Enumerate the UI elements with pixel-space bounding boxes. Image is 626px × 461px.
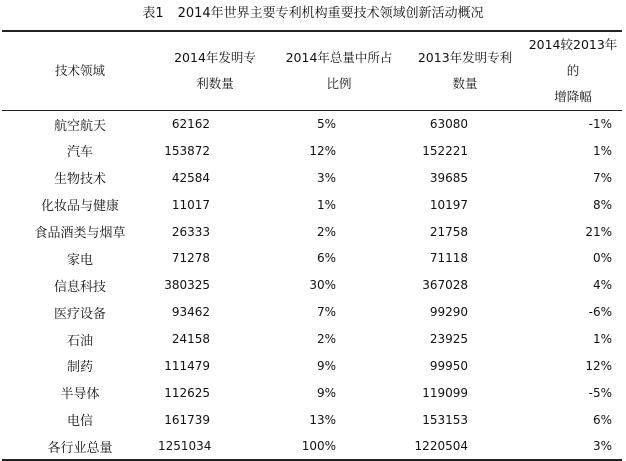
- cell-share-2014: 2%: [316, 224, 336, 239]
- header-line: 2014年总量中所占: [285, 50, 393, 65]
- header-change: [524, 31, 622, 111]
- cell-field: 化妆品与健康: [40, 199, 119, 215]
- cell-patents-2014: 71278: [171, 251, 210, 266]
- cell-share-2014: 9%: [316, 358, 336, 373]
- cell-change: -1%: [588, 117, 612, 132]
- table-row: [2, 137, 622, 164]
- caption-label: 表1: [142, 6, 164, 21]
- cell-change: -5%: [588, 385, 612, 400]
- cell-field: 各行业总量: [2, 433, 158, 460]
- header-line: 2013年发明专利: [417, 50, 513, 65]
- cell-share-2014: 9%: [316, 385, 336, 400]
- table-row: [2, 164, 622, 191]
- cell-share-2014: 100%: [272, 433, 406, 460]
- cell-field: 家电: [66, 252, 93, 268]
- cell-patents-2014: 112625: [164, 385, 210, 400]
- table-body: [2, 111, 622, 461]
- cell-patents-2013: 152221: [422, 143, 468, 158]
- header-line: 比例: [326, 76, 352, 91]
- cell-field: 信息科技: [53, 279, 106, 295]
- cell-change: 12%: [585, 358, 612, 373]
- cell-patents-2014: 153872: [164, 143, 210, 158]
- cell-patents-2013: 99950: [429, 358, 468, 373]
- header-line: 技术领域: [54, 63, 105, 78]
- cell-field: 食品酒类与烟草: [34, 226, 126, 241]
- table-caption: [0, 0, 626, 28]
- cell-share-2014: 7%: [316, 305, 336, 320]
- caption-title: 2014年世界主要专利机构重要技术领域创新活动概况: [177, 6, 484, 21]
- cell-field: 航空航天: [53, 118, 106, 134]
- cell-share-2014: 2%: [316, 332, 336, 347]
- cell-share-2014: 6%: [316, 251, 336, 266]
- cell-patents-2013: 21758: [429, 224, 468, 239]
- cell-field: 制药: [66, 360, 93, 376]
- cell-patents-2014: 62162: [171, 117, 210, 132]
- cell-change: 8%: [592, 197, 612, 212]
- cell-patents-2013: 39685: [429, 170, 468, 185]
- cell-field: 生物技术: [53, 172, 106, 188]
- cell-change: 3%: [524, 433, 622, 460]
- header-line: 增降幅: [554, 89, 592, 104]
- cell-share-2014: 5%: [316, 117, 336, 132]
- cell-patents-2013: 71118: [429, 251, 468, 266]
- cell-patents-2013: 367028: [422, 278, 468, 293]
- cell-change: 1%: [592, 332, 612, 347]
- cell-patents-2014: 380325: [164, 278, 210, 293]
- header-field: [2, 31, 158, 111]
- cell-field: 汽车: [66, 145, 93, 161]
- table-row: [2, 379, 622, 406]
- cell-change: 0%: [592, 251, 612, 266]
- header-line: 2014年发明专: [174, 50, 256, 65]
- cell-share-2014: 13%: [309, 412, 336, 427]
- cell-patents-2014: 26333: [171, 224, 210, 239]
- cell-patents-2014: 24158: [171, 332, 210, 347]
- cell-change: -6%: [588, 305, 612, 320]
- cell-share-2014: 30%: [309, 278, 336, 293]
- cell-patents-2014: 1251034: [158, 433, 272, 460]
- cell-patents-2014: 93462: [171, 305, 210, 320]
- table-row: [2, 299, 622, 326]
- table-row: [2, 272, 622, 299]
- header-share-2014: [272, 31, 406, 111]
- table-row: [2, 406, 622, 433]
- cell-field: 电信: [66, 414, 93, 430]
- cell-patents-2014: 111479: [164, 358, 210, 373]
- table-row: [2, 191, 622, 218]
- table-row: [2, 433, 622, 460]
- cell-share-2014: 12%: [309, 143, 336, 158]
- patent-table: [2, 30, 622, 461]
- cell-patents-2013: 23925: [429, 332, 468, 347]
- cell-change: 6%: [592, 412, 612, 427]
- cell-share-2014: 1%: [316, 197, 336, 212]
- table-header-row: [2, 31, 622, 111]
- cell-change: 1%: [592, 143, 612, 158]
- header-patents-2013: [406, 31, 524, 111]
- header-line: 利数量: [196, 76, 234, 91]
- table-row: [2, 218, 622, 245]
- cell-share-2014: 3%: [316, 170, 336, 185]
- cell-patents-2013: 119099: [422, 385, 468, 400]
- table-row: [2, 326, 622, 353]
- cell-patents-2013: 1220504: [406, 433, 524, 460]
- header-line: 数量: [452, 76, 478, 91]
- cell-change: 21%: [585, 224, 612, 239]
- cell-field: 石油: [66, 333, 93, 349]
- cell-field: 医疗设备: [53, 306, 106, 322]
- cell-patents-2013: 153153: [422, 412, 468, 427]
- cell-patents-2014: 42584: [171, 170, 210, 185]
- cell-patents-2014: 11017: [171, 197, 210, 212]
- table-row: [2, 353, 622, 380]
- cell-patents-2014: 161739: [164, 412, 210, 427]
- header-patents-2014: [158, 31, 272, 111]
- cell-patents-2013: 63080: [429, 117, 468, 132]
- cell-patents-2013: 10197: [429, 197, 468, 212]
- cell-patents-2013: 99290: [429, 305, 468, 320]
- cell-change: 7%: [592, 170, 612, 185]
- table-row: [2, 111, 622, 138]
- header-line: 2014较2013年的: [528, 37, 618, 78]
- cell-change: 4%: [592, 278, 612, 293]
- cell-field: 半导体: [60, 387, 100, 403]
- table-row: [2, 245, 622, 272]
